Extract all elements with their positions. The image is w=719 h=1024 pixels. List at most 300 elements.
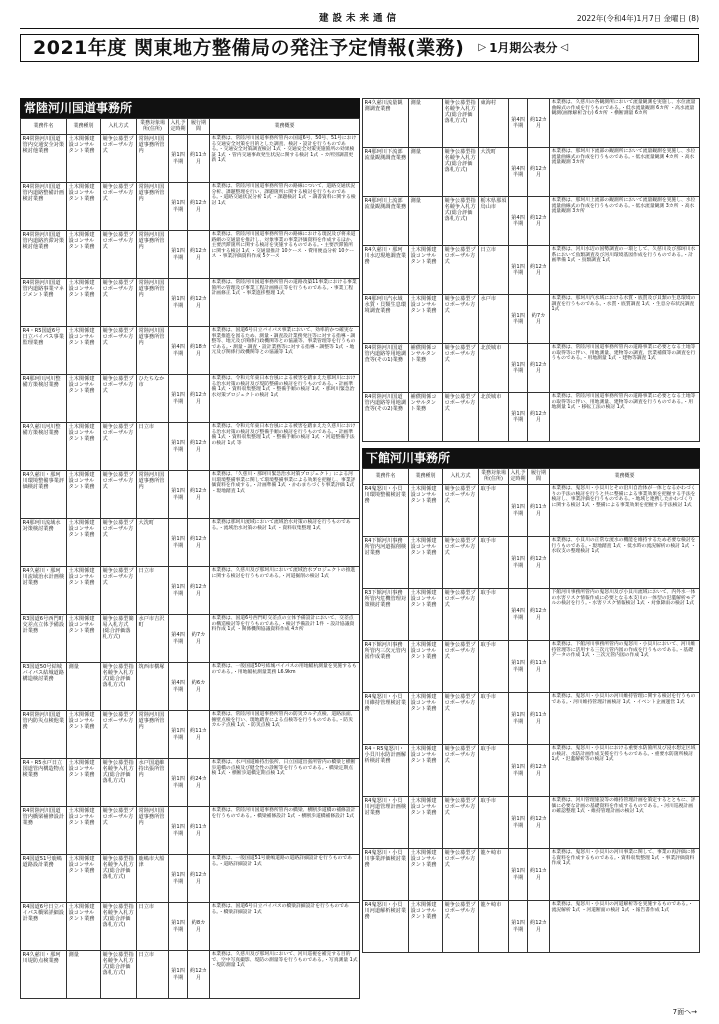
summary: 本業務は、鬼怒川・小貝川の河道解析等を実施するものである。・流況解析 1式 ・河道断面の検討 1式 ・報告書作成 1式 bbox=[550, 901, 700, 953]
table-row bbox=[363, 745, 700, 797]
job-name: R4那珂川河川整備方策検討業務 bbox=[21, 375, 67, 423]
job-name: R4久慈川・那珂川堤防点検業務 bbox=[21, 951, 67, 999]
job-name: R4鬼怒川・小貝川事業評価検討業務 bbox=[363, 849, 409, 901]
bid-period: 第1四半期 bbox=[509, 797, 528, 849]
shimodate-table-body bbox=[363, 485, 700, 953]
page-title: 2021年度 関東地方整備局の発注予定情報(業務) bbox=[33, 36, 465, 59]
location: 大洗町 bbox=[479, 148, 509, 197]
period-badge-label: 1月期公表分 bbox=[489, 40, 558, 55]
summary: 本業務は、河川管理施設等の維持管理計画を策定するとともに、評価に必要な計画の基礎資料を作成するものである。・河川巡視計画の確認整理 1式 ・維持管理計画の検討 1式 bbox=[550, 797, 700, 849]
duration: 約12カ月 bbox=[528, 797, 550, 849]
table-row bbox=[363, 246, 700, 295]
job-type: 土木関係建設コンサルタント業務 bbox=[409, 849, 443, 901]
bid-method: 競争公募型プロポーザル方式 bbox=[443, 849, 479, 901]
bid-period: 第1四半期 bbox=[169, 567, 188, 615]
bid-method: 競争公募型プロポーザル方式 bbox=[101, 231, 137, 279]
summary: 本業務は、常陸河川国道事務所管内の国道6号、50号、51号における交通安全対策を目的とした調査、検討・設計を行うものである。・交通安全対策調査検討 1式 ・交通安全対策実施箇所の効果検証 1式 ・管内交通事故発生状況に関する検討 1式 ・カ所別調書更新 1式 bbox=[210, 135, 360, 183]
location: 水戸国道維持出張所管内 bbox=[137, 759, 169, 807]
duration: 約6カ月 bbox=[188, 663, 210, 711]
summary: 本業務は、鬼怒川・小貝川における重要水防箇所及び浸水想定区域の検討、水防計画作成支援を行うものである。・重要水防箇所検討 1式 ・氾濫解析等の検討 1式 bbox=[550, 745, 700, 797]
job-type: 測量 bbox=[409, 99, 443, 148]
bid-period: 第1四半期 bbox=[169, 807, 188, 855]
job-type: 測量 bbox=[67, 663, 101, 711]
job-type: 土木関係建設コンサルタント業務 bbox=[67, 327, 101, 375]
table-row bbox=[21, 759, 360, 807]
bid-period: 第1四半期 bbox=[509, 693, 528, 745]
table-row bbox=[21, 855, 360, 903]
location: 常陸河川国道事務所管内 bbox=[137, 183, 169, 231]
bid-period: 第1四半期 bbox=[509, 745, 528, 797]
location: 水戸市吉沢町 bbox=[137, 615, 169, 663]
job-name: R4・R5国道6号日立バイパス事業監理業務 bbox=[21, 327, 67, 375]
duration: 約8カ月 bbox=[188, 903, 210, 951]
job-name: R4久慈川・那珂川水辺現地調査業務 bbox=[363, 246, 409, 295]
hitachi-continued-table bbox=[362, 98, 700, 442]
job-name: R4鬼怒川・小貝川河道解析検討業務 bbox=[363, 901, 409, 953]
bid-method: 競争公募型指名競争入札方式(総合評価落札方式) bbox=[443, 148, 479, 197]
location: 常陸河川国道事務所管内 bbox=[137, 711, 169, 759]
duration: 約12カ月 bbox=[528, 197, 550, 246]
column-header: 業務対象場所(住所) bbox=[479, 469, 509, 485]
job-type: 土木関係建設コンサルタント業務 bbox=[409, 693, 443, 745]
masthead bbox=[20, 12, 699, 26]
bid-method: 競争公募型指名競争入札方式(総合評価落札方式) bbox=[101, 855, 137, 903]
location: 常陸河川国道事務所管内 bbox=[137, 471, 169, 519]
triangle-left-icon: ◁ bbox=[560, 42, 569, 54]
duration: 約12カ月 bbox=[188, 951, 210, 999]
summary: 本業務は、那珂川上流部の観測所において流量観測を実施し、水位流量曲線式の作成を行うものである。・低水流量観測 3カ所 ・高水流量観測 3カ所 bbox=[550, 197, 700, 246]
bid-period: 第1四半期 bbox=[509, 485, 528, 537]
duration: 約12カ月 bbox=[188, 231, 210, 279]
summary: 本業務は、久慈川の各観測所において流量観測を実施し、水位流量曲線式の作成を行うものである。・低水流量観測 6カ所 ・高水流量観測(画像解析含む) 6カ所 ・横断測量 6カ所 bbox=[550, 99, 700, 148]
duration: 約12カ月 bbox=[188, 567, 210, 615]
summary: 本業務は、常陸河川国道事務所管内の路線について、道路交通状況分析、課題整理を行い、課題箇所に関する検討を行うものである。・道路交通状況分析 1式 ・課題検討 1式 ・調書資料に関する検討 1式 bbox=[210, 183, 360, 231]
bid-period: 第1四半期 bbox=[509, 641, 528, 693]
bid-method: 競争公募型プロポーザル方式 bbox=[443, 901, 479, 953]
duration: 約12カ月 bbox=[528, 537, 550, 589]
issue-date: 2022年(令和4年)1月7日 金曜日 (8) bbox=[576, 13, 699, 23]
publication-name: 建設未来通信 bbox=[318, 13, 400, 25]
duration: 約12カ月 bbox=[528, 99, 550, 148]
bid-method: 競争公募型プロポーザル方式 bbox=[443, 537, 479, 589]
column-header: 業務対象場所(住所) bbox=[137, 119, 169, 135]
table-row bbox=[21, 807, 360, 855]
job-type: 土木関係建設コンサルタント業務 bbox=[409, 537, 443, 589]
duration: 約12カ月 bbox=[528, 148, 550, 197]
summary: 本業務は、「久慈川・那珂川緊急治水対策プロジェクト」による河川環境整備事業に関して環境整備事業による効果を把握し、事業評価資料を作成する。・計画準備 1式 ・かわまちづくり事業評価 1式 ・現地踏査 1式 bbox=[210, 471, 360, 519]
bid-method: 競争公募型プロポーザル方式 bbox=[101, 375, 137, 423]
bid-method: 競争公募型プロポーザル方式 bbox=[443, 693, 479, 745]
column-header: 業務件名 bbox=[363, 469, 409, 485]
location: 北茨城市 bbox=[479, 393, 509, 442]
job-name: R3国道50号結城バイパス結城道路構造検討業務 bbox=[21, 663, 67, 711]
section-heading-hitachi: 常陸河川国道事務所 bbox=[20, 98, 360, 118]
bid-period: 第4四半期 bbox=[169, 327, 188, 375]
duration: 約11カ月 bbox=[528, 849, 550, 901]
summary: 本業務は、水戸国道維持出張所、日立国道出張所管内の橋梁と横断歩道橋の点検及び健全性の診断等を行うものである。・橋梁定期点検 1式 ・横断歩道橋定期点検 1式 bbox=[210, 759, 360, 807]
bid-period: 第1四半期 bbox=[509, 246, 528, 295]
location: 取手市 bbox=[479, 693, 509, 745]
bid-method: 競争公募型プロポーザル方式 bbox=[101, 183, 137, 231]
job-name: R4那珂川汽水域水質・貝類生息環境調査業務 bbox=[363, 295, 409, 344]
summary: 本業務は、令和元年東日本台風による被害を踏まえた那珂川における治水対策の検討及び堤防整備の検討を行うものである。・計画準備 1式 ・資料収集整理 1式 ・整備手順の検討 1式 ・那珂川緊急治水対策プロジェクトの検討 1式 bbox=[210, 375, 360, 423]
table-row bbox=[21, 903, 360, 951]
table-row bbox=[21, 951, 360, 999]
table-row bbox=[363, 393, 700, 442]
location: 筑西市横塚 bbox=[137, 663, 169, 711]
bid-period: 第1四半期 bbox=[509, 344, 528, 393]
table-row bbox=[363, 589, 700, 641]
job-name: R4・R5鬼怒川・小貝川水防計画解析検討業務 bbox=[363, 745, 409, 797]
job-name: R4久慈川・那珂川流域治水計画検討業務 bbox=[21, 567, 67, 615]
summary: 本業務は、久慈川及び那珂川において流域治水プロジェクトの推進に関する検討を行うものである。・河道掘削の検討 1式 bbox=[210, 567, 360, 615]
bid-period: 第4四半期 bbox=[169, 615, 188, 663]
job-name: R4鬼怒川・小貝川環境整備検討業務 bbox=[363, 485, 409, 537]
bid-method: 競争公募型プロポーザル方式 bbox=[443, 589, 479, 641]
duration: 約7カ月 bbox=[528, 295, 550, 344]
job-type: 補償関係コンサルタント業務 bbox=[409, 344, 443, 393]
summary: 本業務は、令和元年東日本台風による被害を踏まえた久慈川における治水対策の検討及び整備手順の検討を行うものである。・計画準備 1式 ・資料収集整理 1式 ・整備手順の検討 1式 ・河道整備手法の検討 1式 等 bbox=[210, 423, 360, 471]
job-name: R4常陸河川国道管内橋梁補修設計業務 bbox=[21, 807, 67, 855]
section-heading-shimodate: 下館河川事務所 bbox=[362, 448, 700, 468]
table-row bbox=[21, 471, 360, 519]
bid-method: 競争公募型プロポーザル方式 bbox=[101, 135, 137, 183]
triangle-right-icon: ▷ bbox=[478, 42, 487, 54]
bid-method: 競争公募型プロポーザル方式 bbox=[101, 711, 137, 759]
right-column bbox=[362, 98, 700, 953]
job-type: 測量 bbox=[409, 148, 443, 197]
bid-method: 競争公募型指名競争入札方式(総合評価落札方式) bbox=[101, 759, 137, 807]
location: 取手市 bbox=[479, 745, 509, 797]
job-type: 土木関係建設コンサルタント業務 bbox=[67, 471, 101, 519]
summary: 本業務は那珂川流域において流域治水対策の検討を行うものである。・流域治水対策の検討 1式 ・資料収集整理 1式 bbox=[210, 519, 360, 567]
continue-note: 7面へ→ bbox=[672, 1008, 697, 1016]
column-header: 業務件名 bbox=[21, 119, 67, 135]
duration: 約12カ月 bbox=[188, 423, 210, 471]
column-header: 入札方式 bbox=[101, 119, 137, 135]
summary: 本業務は、常陸河川国道事務所管内の防災カルテ点検、道路法面、擁壁点検を行い、現地踏査による点検等を行うものである。・防災カルテ点検 1式 ・防災点検 1式 bbox=[210, 711, 360, 759]
location: 日立市 bbox=[137, 951, 169, 999]
job-type: 測量 bbox=[409, 197, 443, 246]
job-name: R4常陸河川国道管内道路渋滞対策検討他業務 bbox=[21, 231, 67, 279]
job-type: 土木関係建設コンサルタント業務 bbox=[409, 295, 443, 344]
job-name: R4常陸河川国道管内道路整備計画検討業務 bbox=[21, 183, 67, 231]
summary: 本業務は、鬼怒川・小貝川の河川維持管理に関する検討を行うものである。・河川維持管理計画検討 1式 ・イベント企画運営 1式 bbox=[550, 693, 700, 745]
job-type: 測量 bbox=[67, 951, 101, 999]
job-name: R4鬼怒川・小貝川維持管理検討業務 bbox=[363, 693, 409, 745]
duration: 約12カ月 bbox=[188, 519, 210, 567]
table-row bbox=[21, 135, 360, 183]
duration: 約7カ月 bbox=[188, 615, 210, 663]
bid-period: 第1四半期 bbox=[169, 375, 188, 423]
table-row bbox=[363, 693, 700, 745]
column-header: 入札予定時期 bbox=[509, 469, 528, 485]
location: 常陸河川国道事務所管内 bbox=[137, 231, 169, 279]
bid-period: 第1四半期 bbox=[169, 279, 188, 327]
location: 常陸河川国道事務所管内 bbox=[137, 135, 169, 183]
summary: 本業務は、常陸河川国道事務所管内の道路事業に必要となる土地等の取得等に伴い、用地測量、建物等の調査を行うものである。・用地測量 1式 ・移転工法の検討 1式 bbox=[550, 393, 700, 442]
summary: 本業務は、常陸河川国道事務所管内の道路改築11事業における事業箇所の管理及び事業工程計画修正等を行うものである。・事業工程計画修正 1式 ・事業進捗整理 1式 bbox=[210, 279, 360, 327]
duration: 約11カ月 bbox=[188, 807, 210, 855]
table-row bbox=[363, 901, 700, 953]
bid-method: 競争公募型指名競争入札方式(総合評価落札方式) bbox=[101, 951, 137, 999]
bid-period: 第1四半期 bbox=[169, 519, 188, 567]
job-type: 土木関係建設コンサルタント業務 bbox=[67, 615, 101, 663]
table-row bbox=[21, 711, 360, 759]
job-type: 土木関係建設コンサルタント業務 bbox=[67, 183, 101, 231]
bid-period: 第1四半期 bbox=[169, 471, 188, 519]
duration: 約12カ月 bbox=[188, 183, 210, 231]
bid-method: 競争公募型プロポーザル方式 bbox=[101, 471, 137, 519]
summary: 本業務は、河川水辺の国勢調査の一環として、久慈川及び那珂川水系において魚類調査及び河川環境基図作成を行うものである。・計画準備 1式 ・鳥類調査 1式 bbox=[550, 246, 700, 295]
bid-period: 第1四半期 bbox=[169, 759, 188, 807]
location: 日立市 bbox=[137, 423, 169, 471]
hitachi-continued-body bbox=[363, 99, 700, 442]
job-name: R4那珂川下流部流量観測調査業務 bbox=[363, 148, 409, 197]
job-type: 土木関係建設コンサルタント業務 bbox=[67, 279, 101, 327]
table-row bbox=[21, 231, 360, 279]
hitachi-table-body bbox=[21, 135, 360, 999]
summary: 本業務は、常陸河川国道事務所管内の路線における現況及び将来道路網の交通量を推計し、対象事業の事業評価資料を作成するほか、主要渋滞箇所に関する検討を実施するものである。・主要渋滞箇所に関する検討 1式 ・交通量推計 10ケース ・費用便益分析 10ケース ・事業評価資料作成 5ケース bbox=[210, 231, 360, 279]
table-header-row bbox=[363, 469, 700, 485]
summary: 本業務は、国道6号西門町交差点の立体予備設計において、交差点の構造検討等を行うものである。・検討予備設計 1件 ・設計協議資料作成 1式 ・関係機関協議資料作成 4カ所 bbox=[210, 615, 360, 663]
job-type: 土木関係建設コンサルタント業務 bbox=[67, 855, 101, 903]
location: 取手市 bbox=[479, 589, 509, 641]
duration: 約24カ月 bbox=[188, 759, 210, 807]
bid-method: 競争公募型プロポーザル方式 bbox=[443, 393, 479, 442]
column-header: 入札予定時期 bbox=[169, 119, 188, 135]
bid-method: 競争公募型プロポーザル方式 bbox=[443, 641, 479, 693]
job-name: R4国道51号鹿嶋道路設計業務 bbox=[21, 855, 67, 903]
table-row bbox=[363, 197, 700, 246]
bid-period: 第1四半期 bbox=[169, 711, 188, 759]
bid-period: 第1四半期 bbox=[169, 903, 188, 951]
job-type: 土木関係建設コンサルタント業務 bbox=[67, 135, 101, 183]
table-row bbox=[21, 327, 360, 375]
summary: 本業務は、国道6号日立バイパス事業において、効率的かつ確実な事業推進を図るため、測量・調査設計業務発注等に対する指導・調整等、地元及び関係行政機関等との協議等、事業管理等を行うものである。・測量・調査・設計業務等に対する指導・調整等 1式 ・地元及び関係行政機関等との協議等 1式 bbox=[210, 327, 360, 375]
location: ひたちなか市 bbox=[137, 375, 169, 423]
location: 常陸河川国道事務所管内 bbox=[137, 279, 169, 327]
location: 日立市 bbox=[479, 246, 509, 295]
table-row bbox=[363, 99, 700, 148]
location: 大洗町 bbox=[137, 519, 169, 567]
bid-method: 競争公募型プロポーザル方式 bbox=[443, 797, 479, 849]
location: 水戸市 bbox=[479, 295, 509, 344]
table-row bbox=[363, 641, 700, 693]
bid-period: 第1四半期 bbox=[509, 901, 528, 953]
bid-method: 競争公募型プロポーザル方式 bbox=[101, 807, 137, 855]
job-name: R4常陸河川国道管内道路等用地調査等(その2)業務 bbox=[363, 393, 409, 442]
duration: 約12カ月 bbox=[528, 745, 550, 797]
location: 常陸河川国道事務所管内 bbox=[137, 327, 169, 375]
table-row bbox=[21, 423, 360, 471]
bid-method: 競争公募型プロポーザル方式 bbox=[443, 344, 479, 393]
location: 日立市 bbox=[137, 567, 169, 615]
location: 常陸河川国道事務所管内 bbox=[137, 807, 169, 855]
bid-method: 競争公募型指名競争入札方式(総合評価落札方式) bbox=[443, 99, 479, 148]
job-name: R3下館河川事務所管内危機管理対策検討業務 bbox=[363, 589, 409, 641]
duration: 約12カ月 bbox=[528, 393, 550, 442]
summary: 本業務は、小貝川の正常な流水の機能を維持するため必要な検討を行うものである。・現地踏査 1式 ・低水時の流況解析の検討 1式 ・水収支の整理検討 1式 bbox=[550, 537, 700, 589]
bid-method: 競争公募型プロポーザル方式 bbox=[443, 246, 479, 295]
period-badge bbox=[478, 41, 568, 55]
bid-period: 第1四半期 bbox=[169, 183, 188, 231]
job-name: R4常陸河川国道管内道路等用地調査等(その1)業務 bbox=[363, 344, 409, 393]
duration: 約12カ月 bbox=[188, 279, 210, 327]
duration: 約11カ月 bbox=[188, 711, 210, 759]
bid-method: 競争公募型簡易入札方式(総合評価落札方式) bbox=[101, 615, 137, 663]
column-header: 業務種別 bbox=[409, 469, 443, 485]
table-row bbox=[21, 279, 360, 327]
job-name: R4鬼怒川・小貝川河道管理計画検討業務 bbox=[363, 797, 409, 849]
duration: 約18カ月 bbox=[188, 327, 210, 375]
location: 東海村 bbox=[479, 99, 509, 148]
bid-period: 第1四半期 bbox=[169, 423, 188, 471]
column-header: 履行期間 bbox=[528, 469, 550, 485]
location: 栃木県那須烏山市 bbox=[479, 197, 509, 246]
job-name: R4那珂川上流部流量観測調査業務 bbox=[363, 197, 409, 246]
bid-period: 第4四半期 bbox=[169, 663, 188, 711]
title-bar bbox=[20, 34, 699, 62]
table-row bbox=[21, 615, 360, 663]
bid-method: 競争公募型プロポーザル方式 bbox=[101, 567, 137, 615]
duration: 約12カ月 bbox=[528, 246, 550, 295]
duration: 約12カ月 bbox=[188, 855, 210, 903]
bid-method: 競争公募型プロポーザル方式 bbox=[443, 745, 479, 797]
job-type: 土木関係建設コンサルタント業務 bbox=[409, 589, 443, 641]
bid-period: 第4四半期 bbox=[509, 589, 528, 641]
bid-method: 競争公募型プロポーザル方式 bbox=[443, 295, 479, 344]
job-name: R4・R5水戸日立国道管内構造物点検業務 bbox=[21, 759, 67, 807]
duration: 約12カ月 bbox=[528, 344, 550, 393]
job-type: 土木関係建設コンサルタント業務 bbox=[67, 711, 101, 759]
bid-method: 競争公募型プロポーザル方式 bbox=[101, 279, 137, 327]
location: 北茨城市 bbox=[479, 344, 509, 393]
table-row bbox=[363, 295, 700, 344]
summary: 本業務は、鬼怒川・小貝川とその沿川自治体が一体となるかわづくりの手法の検討を行うと共に整備による事業効果を把握する手法を検討し、事業評価を行うものである。・地域と連携したかわづくりに関する検討 1式 ・整備による事業効果を把握する手法検討 1式 bbox=[550, 485, 700, 537]
location: 取手市 bbox=[479, 797, 509, 849]
table-row bbox=[363, 797, 700, 849]
duration: 約11カ月 bbox=[528, 693, 550, 745]
bid-period: 第1四半期 bbox=[169, 951, 188, 999]
column-header: 業務種別 bbox=[67, 119, 101, 135]
summary: 本業務は、那珂川汽水域における水質・底質及び貝類の生息環境の調査を行うものである。・水質・底質調査 1式 ・生息分布状況調査 1式 bbox=[550, 295, 700, 344]
job-name: R4下館河川事務所管内河道掘削検討業務 bbox=[363, 537, 409, 589]
job-type: 土木関係建設コンサルタント業務 bbox=[67, 519, 101, 567]
location: 龍ケ崎市 bbox=[479, 849, 509, 901]
masthead-rule bbox=[20, 28, 699, 29]
shimodate-table bbox=[362, 468, 700, 953]
job-type: 土木関係建設コンサルタント業務 bbox=[409, 485, 443, 537]
summary: 本業務は、国道6号日立バイパスの橋梁詳細設計を行うものである。・橋梁詳細設計 1式 bbox=[210, 903, 360, 951]
bid-method: 競争公募型指名競争入札方式(総合評価落札方式) bbox=[443, 197, 479, 246]
summary: 下館河川事務所管内の鬼怒川及び小貝川流域において、内外水一体の水害リスク情報作成に必要となる本支川の一体型の氾濫解析モデルの検討を行う。・水害リスク情報検討 1式 ・対象降雨の検討 1式 bbox=[550, 589, 700, 641]
column-header: 業務概要 bbox=[210, 119, 360, 135]
job-name: R4国道6号日立バイパス橋梁詳細設計業務 bbox=[21, 903, 67, 951]
job-type: 補償関係コンサルタント業務 bbox=[409, 393, 443, 442]
bid-method: 競争公募型プロポーザル方式 bbox=[101, 519, 137, 567]
column-header: 業務概要 bbox=[550, 469, 700, 485]
bid-period: 第1四半期 bbox=[169, 135, 188, 183]
bid-period: 第4四半期 bbox=[509, 197, 528, 246]
bid-period: 第4四半期 bbox=[509, 148, 528, 197]
column-header: 入札方式 bbox=[443, 469, 479, 485]
table-row bbox=[363, 485, 700, 537]
summary: 本業務は、鬼怒川・小貝川の河川事業に関して、事業の再評価に係る資料を作成するものである。・資料収集整理 1式 ・事業評価資料作成 1式 bbox=[550, 849, 700, 901]
table-row bbox=[21, 663, 360, 711]
bid-method: 競争公募型プロポーザル方式 bbox=[101, 423, 137, 471]
bid-period: 第1四半期 bbox=[509, 849, 528, 901]
bid-period: 第1四半期 bbox=[509, 295, 528, 344]
table-row bbox=[363, 849, 700, 901]
bid-period: 第4四半期 bbox=[509, 99, 528, 148]
location: 鹿嶋市大船津 bbox=[137, 855, 169, 903]
job-name: R4常陸河川国道管内防災点検他業務 bbox=[21, 711, 67, 759]
bid-method: 競争公募型指名競争入札方式(総合評価落札方式) bbox=[101, 663, 137, 711]
job-name: R4久慈川・那珂川環境整備事業評価検討業務 bbox=[21, 471, 67, 519]
table-row bbox=[21, 567, 360, 615]
summary: 本業務は、久慈川及び那珂川において、河川巡視を補完する目的で、空中写真撮影、堤防の測量等を行うものである。・写真測量 1式 ・堤防測量 1式 bbox=[210, 951, 360, 999]
column-header: 履行期間 bbox=[188, 119, 210, 135]
duration: 約12カ月 bbox=[188, 375, 210, 423]
hitachi-table bbox=[20, 118, 360, 999]
job-type: 土木関係建設コンサルタント業務 bbox=[67, 231, 101, 279]
job-name: R4常陸河川国道管内道路事業マネジメント業務 bbox=[21, 279, 67, 327]
table-header-row bbox=[21, 119, 360, 135]
duration: 約11カ月 bbox=[528, 641, 550, 693]
duration: 約12カ月 bbox=[528, 589, 550, 641]
summary: 本業務は、一般国道51号鹿嶋道路の道路詳細設計を行うものである。・道路詳細設計 1式 bbox=[210, 855, 360, 903]
duration: 約12カ月 bbox=[188, 471, 210, 519]
table-row bbox=[21, 375, 360, 423]
job-type: 土木関係建設コンサルタント業務 bbox=[409, 797, 443, 849]
bid-method: 競争公募型プロポーザル方式 bbox=[443, 485, 479, 537]
location: 日立市 bbox=[137, 903, 169, 951]
job-name: R4久慈川流量観測調査業務 bbox=[363, 99, 409, 148]
left-column bbox=[20, 98, 360, 999]
summary: 本業務は、一般国道50号結城バイパスの用地幅杭測量を実施するものである。・用地幅杭測量業務 L6.9km bbox=[210, 663, 360, 711]
job-type: 土木関係建設コンサルタント業務 bbox=[67, 759, 101, 807]
table-row bbox=[363, 537, 700, 589]
job-type: 土木関係建設コンサルタント業務 bbox=[409, 745, 443, 797]
job-name: R3国道6号西門町交差点立体予備設計業務 bbox=[21, 615, 67, 663]
job-type: 土木関係建設コンサルタント業務 bbox=[67, 375, 101, 423]
summary: 本業務は、常陸河川国道事務所管内の道路事業に必要となる土地等の取得等に伴い、用地測量、建物等の調査、営業補償等の調査を行うものである。・用地測量 1式 ・建物等調査 1式 bbox=[550, 344, 700, 393]
location: 取手市 bbox=[479, 537, 509, 589]
job-name: R4那珂川流域水対策検討業務 bbox=[21, 519, 67, 567]
bid-period: 第1四半期 bbox=[169, 231, 188, 279]
duration: 約11カ月 bbox=[528, 485, 550, 537]
job-name: R4久慈川河川整備方策検討業務 bbox=[21, 423, 67, 471]
job-name: R4下館河川事務所管内三次元管内図作成業務 bbox=[363, 641, 409, 693]
table-row bbox=[21, 519, 360, 567]
duration: 約12カ月 bbox=[528, 901, 550, 953]
location: 取手市 bbox=[479, 641, 509, 693]
location: 取手市 bbox=[479, 485, 509, 537]
job-type: 土木関係建設コンサルタント業務 bbox=[67, 807, 101, 855]
location: 龍ケ崎市 bbox=[479, 901, 509, 953]
table-row bbox=[363, 344, 700, 393]
summary: 本業務は、那珂川下流部の観測所において流量観測を実施し、水位流量曲線式の作成を行うものである。・低水流量観測 4カ所 ・高水流量観測 3カ所 bbox=[550, 148, 700, 197]
summary: 本業務は、常陸河川国道事務所管内の橋梁、横断歩道橋の補修設計を行うものである。・橋梁補修設計 1式 ・横断歩道橋補修設計 1式 bbox=[210, 807, 360, 855]
bid-period: 第1四半期 bbox=[509, 537, 528, 589]
job-name: R4常陸河川国道管内交通安全対策検討他業務 bbox=[21, 135, 67, 183]
job-type: 土木関係建設コンサルタント業務 bbox=[67, 903, 101, 951]
job-type: 土木関係建設コンサルタント業務 bbox=[67, 423, 101, 471]
table-row bbox=[363, 148, 700, 197]
bid-period: 第1四半期 bbox=[509, 393, 528, 442]
duration: 約11カ月 bbox=[188, 135, 210, 183]
